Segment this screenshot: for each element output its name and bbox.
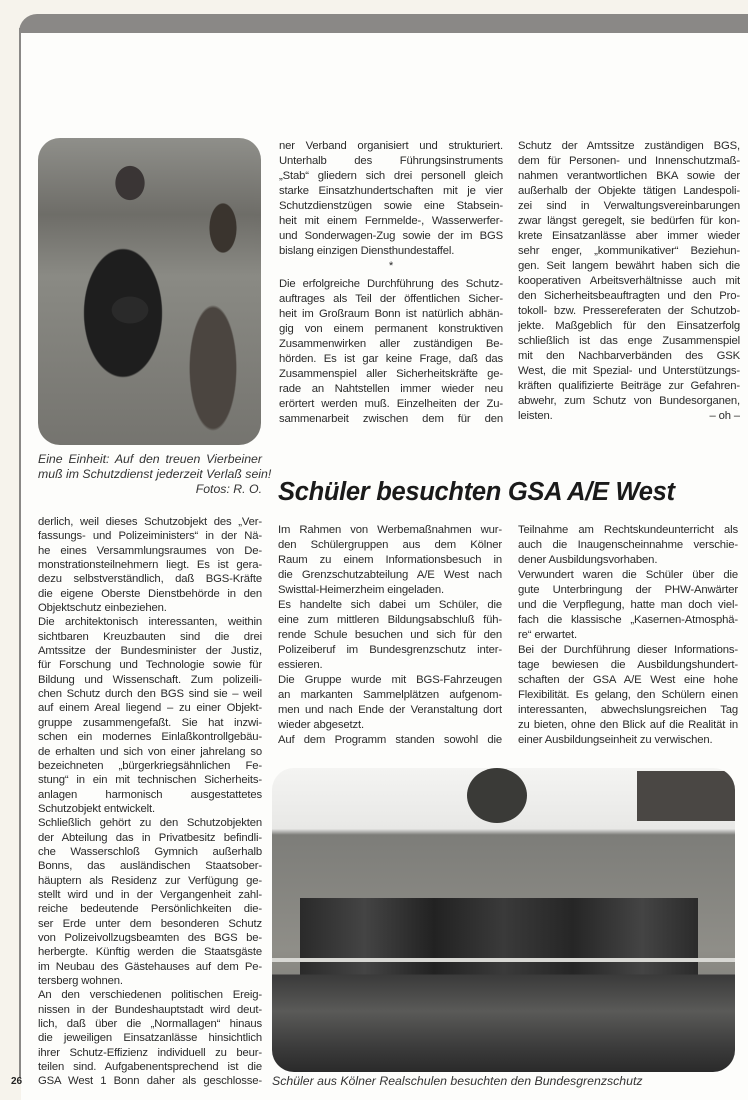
article-column-top-3	[518, 139, 740, 424]
text-line: abwehr, zum Schutz von Bundesorganen,	[518, 395, 740, 407]
text-line: ser Erde unter dem besonderen Schutz	[38, 917, 262, 930]
text-line: auch die Inaugenscheinnahme verschie-	[518, 539, 738, 551]
text-line: schaften der GSA A/E West eine hohe	[518, 674, 738, 686]
text-line: rende Schule besuchen und sich für den	[278, 629, 502, 641]
text-line: West, die mit Spezial- und Unterstützungs-	[518, 365, 740, 377]
article-column-lower-1	[38, 515, 262, 1089]
text-line: den Schülergruppen aus dem Kölner	[278, 539, 502, 551]
text-line: fach die klassische „Kasernen-Atmosphä-	[518, 614, 738, 626]
caption-line: Eine Einheit: Auf den treuen Vierbeiner	[38, 452, 262, 466]
text-line: die jeweiligen Einsatzanlässe hinsichtlich	[38, 1032, 262, 1045]
text-line: häuptern als Residenz zur Verfügung ge-	[38, 874, 262, 887]
photo1-caption	[38, 452, 272, 497]
text-line: schen ein modernes Einlaßkontrollgebäu-	[38, 731, 262, 744]
text-line: tokoll- bzw. Pressereferaten der Schutzob-	[518, 305, 740, 317]
text-line: anlagen harmonisch ausgestattetes	[38, 788, 262, 801]
text-line: Verwundert waren die Schüler über die	[518, 569, 738, 581]
text-line: Teilnahme am Rechtskundeunterricht als	[518, 524, 738, 536]
text-line: dem für Personen- und Innenschutzmaß-	[518, 155, 740, 167]
text-line: Schließlich gehört zu den Schutzobjekten	[38, 817, 262, 830]
text-line: stellt wird und in der Vergangenheit zahl-	[38, 888, 262, 901]
text-line: rade an Nahtstellen immer wieder neu	[279, 383, 503, 395]
text-line: men und nach Ende der Veranstaltung dort	[278, 704, 502, 716]
photo-officer-with-dog	[38, 138, 261, 445]
text-line: im Neubau des Gästehauses auf dem Pe-	[38, 960, 262, 973]
text-line: stung“ in ein mit technischen Sicherheits-	[38, 774, 262, 787]
text-line: tersberg wohnen.	[38, 975, 123, 987]
article-column-lower-2	[278, 523, 502, 748]
text-line: Bonns, das ausländischen Staatsober-	[38, 860, 262, 873]
text-line: der Abteilung das in Privatbesitz befindli-	[38, 831, 262, 844]
text-line: sammenarbeit zwischen dem für den	[279, 413, 503, 425]
text-line: nissen in der Bundeshauptstadt wird deut-	[38, 1003, 262, 1016]
article-column-top-2	[279, 139, 503, 427]
text-line: Unterhalb des Führungsinstruments	[279, 155, 503, 167]
text-line: Flexibilität. Es gelang, den Schülern einen	[518, 689, 738, 701]
text-line: nahmen verantwortlichen BKA sowie der	[518, 170, 740, 182]
article-headline: Schüler besuchten GSA A/E West	[278, 478, 675, 506]
text-line: mit den Nachbarverbänden des GSK	[518, 350, 740, 362]
caption-line: muß im Schutzdienst jederzeit Verlaß sein!	[38, 467, 272, 481]
text-line: bezeichneten „bürgerkriegsähnlichen Fe-	[38, 759, 262, 772]
text-line: Schutzobjekt entwickelt.	[38, 802, 155, 815]
text-line: und die Verpflegung, hatte man doch viel-	[518, 599, 738, 611]
text-line: wieder abgesetzt.	[278, 719, 364, 731]
text-line: reiche bedeutende Persönlichkeiten die-	[38, 903, 262, 916]
text-line: Auf dem Programm standen sowohl die	[278, 734, 502, 746]
text-line: und Sonderwagen-Zug sowie der im BGS	[279, 230, 503, 242]
text-line: de erhalten und sich von einer jahrelang so	[38, 745, 262, 758]
header-band	[19, 14, 748, 33]
page-number: 26	[11, 1076, 23, 1087]
text-line: für Forschung und Technologie sowie für	[38, 659, 262, 672]
text-line: he eines Versammlungsraumes von De-	[38, 544, 262, 557]
text-line: Schutz der Amtssitze zuständigen BGS,	[518, 140, 740, 152]
text-line: außerhalb der Objekte tätigen Landespoli-	[518, 185, 740, 197]
photo-credit: Fotos: R. O.	[195, 482, 262, 496]
text-line: GSA West 1 Bonn daher als geschlosse-	[38, 1075, 262, 1088]
text-line: re“ erwartet.	[518, 629, 577, 641]
text-line: sehr enger, „kommunikativer“ Beziehun-	[518, 245, 740, 257]
building-shape	[637, 771, 735, 821]
text-line: die eigene Oberste Dienstbehörde in den	[38, 587, 262, 600]
text-line: Amtssitze der Bundesminister der Justiz,	[38, 645, 262, 658]
text-line: den Sicherheitsbeauftragten und den Pro-	[518, 290, 740, 302]
author-signature: – oh –	[709, 410, 740, 422]
text-line: zu bieten, ohne den Blick auf die Realität in	[518, 719, 738, 731]
text-line: heit im Großraum Bonn ist natürlich abhän-	[279, 308, 503, 320]
text-line: kräften qualifizierte Beiträge zur Gefahren-	[518, 380, 740, 392]
text-line: interessanten, abwechslungsreichen Tag	[518, 704, 738, 716]
text-line: bislang einzigen Diensthundestaffel.	[279, 245, 455, 257]
text-fragment: leisten.	[518, 410, 553, 422]
text-line: tage bewiesen die Ausbildungshundert-	[518, 659, 738, 671]
text-line: starke Einsatzhundertschaften mit je vier	[279, 185, 503, 197]
text-line: krete Einsatzanlässe aber immer wieder	[518, 230, 740, 242]
text-line: zwar längst geregelt, sie bedürfen für kon-	[518, 215, 740, 227]
text-line: ner Verband organisiert und strukturiert.	[279, 140, 503, 152]
text-line: an markanten Sammelplätzen aufgenom-	[278, 689, 502, 701]
text-line: gig von einem permanent konstruktiven	[279, 323, 503, 335]
text-line: gute Unterbringung der PHW-Anwärter	[518, 584, 738, 596]
text-line: che Wasserschloß Gymnich außerhalb	[38, 845, 262, 858]
article-column-lower-3	[518, 523, 738, 748]
text-line: Objektschutz einbeziehen.	[38, 602, 167, 615]
text-line: jekte. Maßgeblich für den Einsatzerfolg	[518, 320, 740, 332]
text-line: dener Ausbildungsvorhaben.	[518, 554, 658, 566]
railing-shape	[272, 958, 735, 962]
text-line: derlich, weil dieses Schutzobjekt des „Ver-	[38, 516, 262, 528]
text-line: hörden. Es ist gar keine Frage, daß das	[279, 353, 503, 365]
text-line: zei sind in Verwaltungsvereinbarungen	[518, 200, 740, 212]
text-line: dezu selbstverständlich, daß BGS-Kräfte	[38, 573, 262, 586]
text-line: Swisttal-Heimerzheim eingeladen.	[278, 584, 444, 596]
photo2-caption: Schüler aus Kölner Realschulen besuchten den Bundesgrenzschutz	[272, 1074, 643, 1088]
text-line: Schutzdienstzügen sowie eine Stabsein-	[279, 200, 503, 212]
text-line: einer Ausbildungseinheit zu verwischen.	[518, 734, 713, 746]
text-line	[518, 409, 740, 424]
text-line: chen Schutz durch den BGS sind sie – weil	[38, 688, 262, 701]
text-line: kooperativen Arbeitsverhältnisse auch mit	[518, 275, 740, 287]
text-line: sichtbaren Kreuzbauten sind die drei	[38, 630, 262, 643]
text-line: Die architektonisch interessanten, weithin	[38, 616, 262, 629]
text-line: Im Rahmen von Werbemaßnahmen wur-	[278, 524, 502, 536]
text-line: Zusammenwirken aller zuständigen Be-	[279, 338, 503, 350]
text-line: Bei der Durchführung dieser Informations-	[518, 644, 738, 656]
text-line: Es handelte sich dabei um Schüler, die	[278, 599, 502, 611]
text-line: auftrages als Teil der öffentlichen Sicher-	[279, 293, 503, 305]
text-line: Bildung und Wissenschaft. Zum polizeili-	[38, 673, 262, 686]
text-line: Zusammenspiel aller Sicherheitskräfte ge-	[279, 368, 503, 380]
text-line: die Grenzschutzabteilung A/E West nach	[278, 569, 502, 581]
text-line: auf einem Areal liegend – zu einer Objekt-	[38, 702, 262, 715]
text-line: heit mit einem Fernmelde-, Wasserwerfer-	[279, 215, 503, 227]
text-line: Raum zu einem Informationsbesuch in	[278, 554, 502, 566]
text-line: gen. Seit langem bewährt haben sich die	[518, 260, 740, 272]
section-separator: *	[388, 260, 394, 272]
text-line: fassungs- und Polizeiministers“ in der Nä-	[38, 530, 262, 543]
text-line: Die Gruppe wurde mit BGS-Fahrzeugen	[278, 674, 502, 686]
text-line: schließlich ist das enge Zusammenspiel	[518, 335, 740, 347]
text-line: teilen sind. Aufgabenentsprechend ist die	[38, 1061, 262, 1074]
text-line: Polizeiberuf im Bundesgrenzschutz inter-	[278, 644, 502, 656]
text-line: ihrer Schutz-Effizienz individuell zu beur-	[38, 1046, 262, 1059]
text-line: erörtert werden muß. Einzelheiten der Zu-	[279, 398, 503, 410]
text-line: gruppe zusammengefaßt. Sie hat inzwi-	[38, 716, 262, 729]
text-line: essieren.	[278, 659, 323, 671]
text-line: von Polizeivollzugsbeamten des BGS be-	[38, 931, 262, 944]
tree-shape	[467, 768, 527, 823]
text-line: lich, daß über die „Normallagen“ hinaus	[38, 1018, 262, 1031]
text-line: herbergte. Künftig werden die Staatsgäste	[38, 946, 262, 959]
photo-student-group	[272, 768, 735, 1072]
text-line: Die erfolgreiche Durchführung des Schutz-	[279, 278, 503, 290]
text-line: „Stab“ gliedern sich drei personell gleich	[279, 170, 503, 182]
text-line: eine zum mittleren Bildungsabschluß füh-	[278, 614, 502, 626]
text-line: An den verschiedenen politischen Ereig-	[38, 989, 262, 1002]
text-line: monstrationsteilnehmern liegt. Es ist gera-	[38, 559, 262, 572]
